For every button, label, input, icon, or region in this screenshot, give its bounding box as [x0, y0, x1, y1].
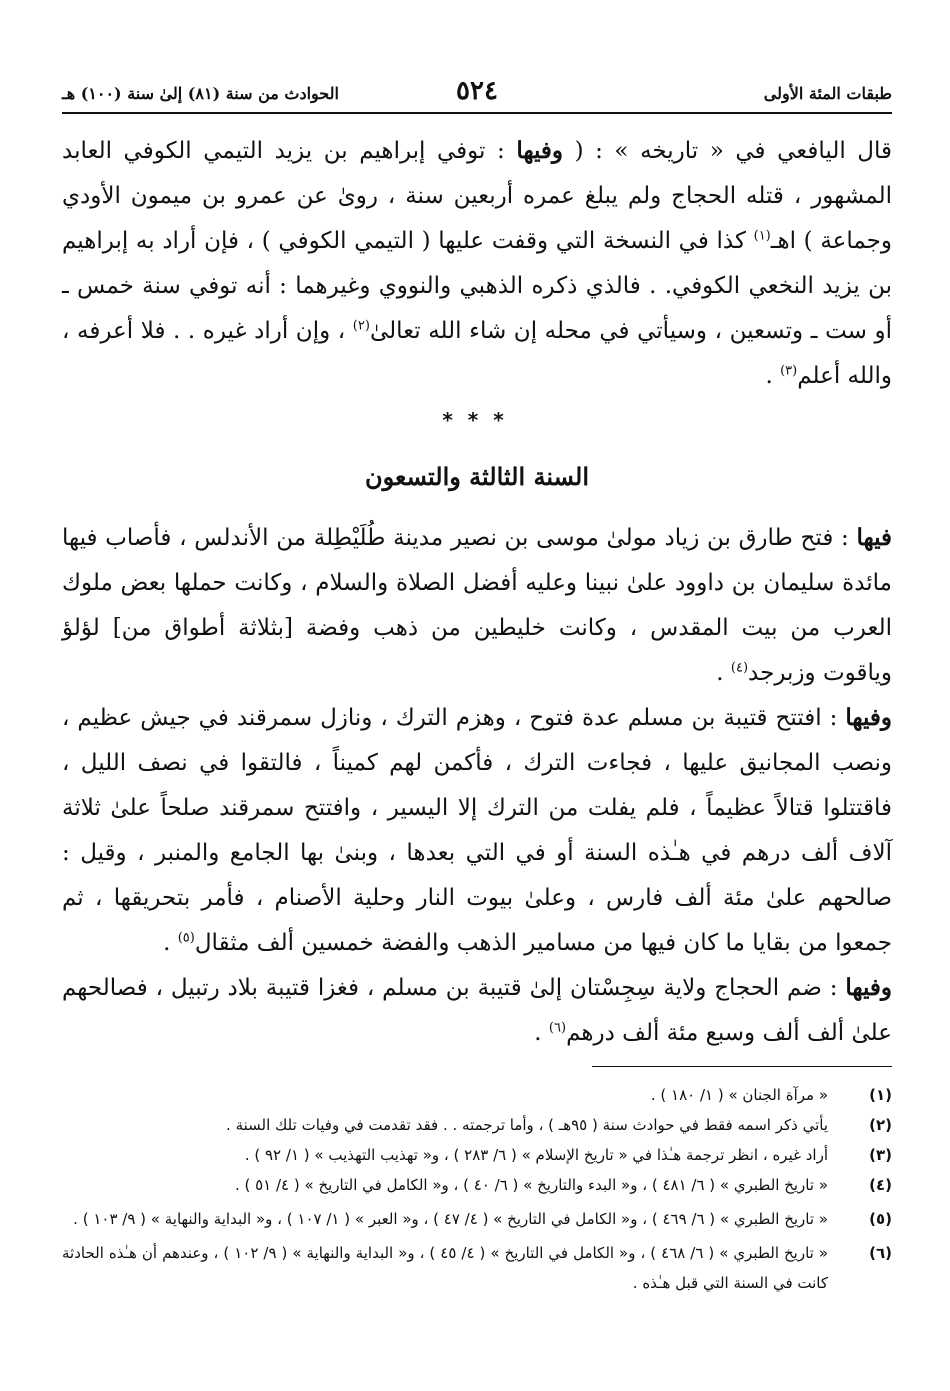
text-run: .	[716, 660, 731, 686]
paragraph-toledo	[62, 515, 892, 696]
footnote-number: (١)	[869, 1086, 892, 1104]
footnote-ref: (٤)	[730, 660, 749, 676]
footnote-number: (٥)	[869, 1210, 892, 1228]
footnote-ref: (١)	[753, 228, 771, 244]
text-run: : افتتح قتيبة بن مسلم عدة فتوح ، وهزم الترك ، ونازل سمرقند في جيش عظيم ، ونصب المجانيق عليها ، فجاءت الترك ، فأكمن لهم كميناً ، فالتقوا في نصف الليل ، فاقتتلوا قتالاً عظيماً ، فلم يفلت من الترك إلا اليسير ، وافتتح سمرقند صلحاً علىٰ ثلاثة آلاف ألف درهم في هـٰذه السنة أو في التي بعدها ، وبنىٰ بها الجامع والمنبر ، وقيل : صالحهم علىٰ مئة ألف فارس ، وعلىٰ بيوت النار وحلية الأصنام ، فأمر بتحريقها ، ثم جمعوا من بقايا ما كان فيها من مسامير الذهب والفضة خمسين ألف مثقال	[62, 705, 892, 956]
keyword: فيها	[856, 524, 892, 551]
footnote-text: « تاريخ الطبري » ( ٦/ ٤٨١ ) ، و« البدء والتاريخ » ( ٦/ ٤٠ ) ، و« الكامل في التاريخ » ( ٤/ ٥١ ) .	[234, 1176, 828, 1194]
paragraph-sijistan	[62, 965, 892, 1056]
text-run: كذا في النسخة التي وقفت عليها ( التيمي الكوفي ) ، فإن أراد به إبراهيم بن يزيد النخعي الكوفي. . فالذي ذكره الذهبي والنووي وغيرهما : أنه توفي سنة خمس ـ أو ست ـ وتسعين ، وسيأتي في محله إن شاء الله تعالىٰ	[62, 228, 893, 344]
footnote	[62, 1080, 892, 1110]
footnote	[62, 1204, 892, 1234]
footnote-ref: (٢)	[352, 318, 370, 334]
footnote-rule	[592, 1066, 892, 1067]
running-title: الحوادث من سنة (٨١) إلىٰ سنة (١٠٠) هـ	[62, 84, 339, 103]
text-run: : ضم الحجاج ولاية سِجِسْتان إلىٰ قتيبة بن مسلم ، فغزا قتيبة بلاد رتبيل ، فصالحهم علىٰ ألف ألف وسبع مئة ألف درهم	[62, 975, 892, 1046]
header-rule	[62, 112, 892, 114]
footnote-text: « تاريخ الطبري » ( ٦/ ٤٦٨ ) ، و« الكامل في التاريخ » ( ٤/ ٤٥ ) ، و« البداية والنهاية » ( ٩/ ١٠٢ ) ، وعندهم أن هـٰذه الحادثة كانت في السنة التي قبل هـٰذه .	[62, 1244, 828, 1292]
section-title: السنة الثالثة والتسعون	[365, 462, 589, 491]
footnote-text: يأتي ذكر اسمه فقط في حوادث سنة ( ٩٥هـ ) ، وأما ترجمته . . فقد تقدمت في وفيات تلك السنة .	[226, 1116, 828, 1134]
keyword: وفيها	[516, 137, 563, 164]
footnote-number: (٤)	[869, 1176, 892, 1194]
keyword: وفيها	[845, 704, 892, 731]
text-run: قال اليافعي في « تاريخه » : (	[563, 138, 892, 164]
footnote-ref: (٥)	[177, 930, 195, 946]
footnote-ref: (٣)	[780, 363, 798, 379]
footnote-text: « تاريخ الطبري » ( ٦/ ٤٦٩ ) ، و« الكامل في التاريخ » ( ٤/ ٤٧ ) ، و« العبر » ( ١/ ١٠٧ ) ، و« البداية والنهاية » ( ٩/ ١٠٣ ) .	[73, 1210, 828, 1228]
text-run: : فتح طارق بن زياد مولىٰ موسى بن نصير مدينة طُلَيْطِلة من الأندلس ، فأصاب فيها مائدة سليمان بن داوود علىٰ نبينا وعليه أفضل الصلاة والسلام ، وكانت حملها بعض ملوك العرب من بيت المقدس ، وكانت خليطين من ذهب وفضة [بثلاثة أطواق من] لؤلؤ وياقوت وزبرجد	[62, 525, 892, 686]
text-run: : توفي إبراهيم بن يزيد التيمي الكوفي العابد المشهور ، قتله الحجاج ولم يبلغ عمره أربعين سنة ، رویٰ عن عمرو بن ميمون الأودي وجماعة ) اهـ	[62, 138, 892, 254]
footnote-text: أراد غيره ، انظر ترجمة هـٰذا في « تاريخ الإسلام » ( ٦/ ٢٨٣ ) ، و« تهذيب التهذيب » ( ١/ ٩٢ ) .	[244, 1146, 828, 1164]
text-run: .	[534, 1020, 549, 1046]
footnote-number: (٦)	[869, 1244, 892, 1262]
footnote-ref: (٦)	[548, 1020, 567, 1036]
paragraph-yafii-quote	[62, 128, 892, 399]
text-run: .	[163, 930, 178, 956]
footnote	[62, 1140, 892, 1170]
footnote	[62, 1110, 892, 1140]
paragraph-samarkand	[62, 695, 892, 966]
footnote	[62, 1238, 892, 1298]
footnote-text: « مرآة الجنان » ( ١/ ١٨٠ ) .	[650, 1086, 828, 1104]
footnotes	[62, 1080, 892, 1298]
footnote-number: (٣)	[869, 1146, 892, 1164]
text-run: ، وإن أراد غيره . . فلا أعرفه ، والله أعلم	[62, 318, 892, 389]
page-number: ٥٢٤	[456, 76, 498, 106]
page-header	[62, 76, 892, 110]
book-title: طبقات المئة الأولى	[763, 84, 892, 103]
text-run: .	[765, 363, 781, 389]
section-separator: * * *	[442, 408, 508, 432]
footnote	[62, 1170, 892, 1200]
footnote-number: (٢)	[869, 1116, 892, 1134]
keyword: وفيها	[845, 974, 892, 1001]
